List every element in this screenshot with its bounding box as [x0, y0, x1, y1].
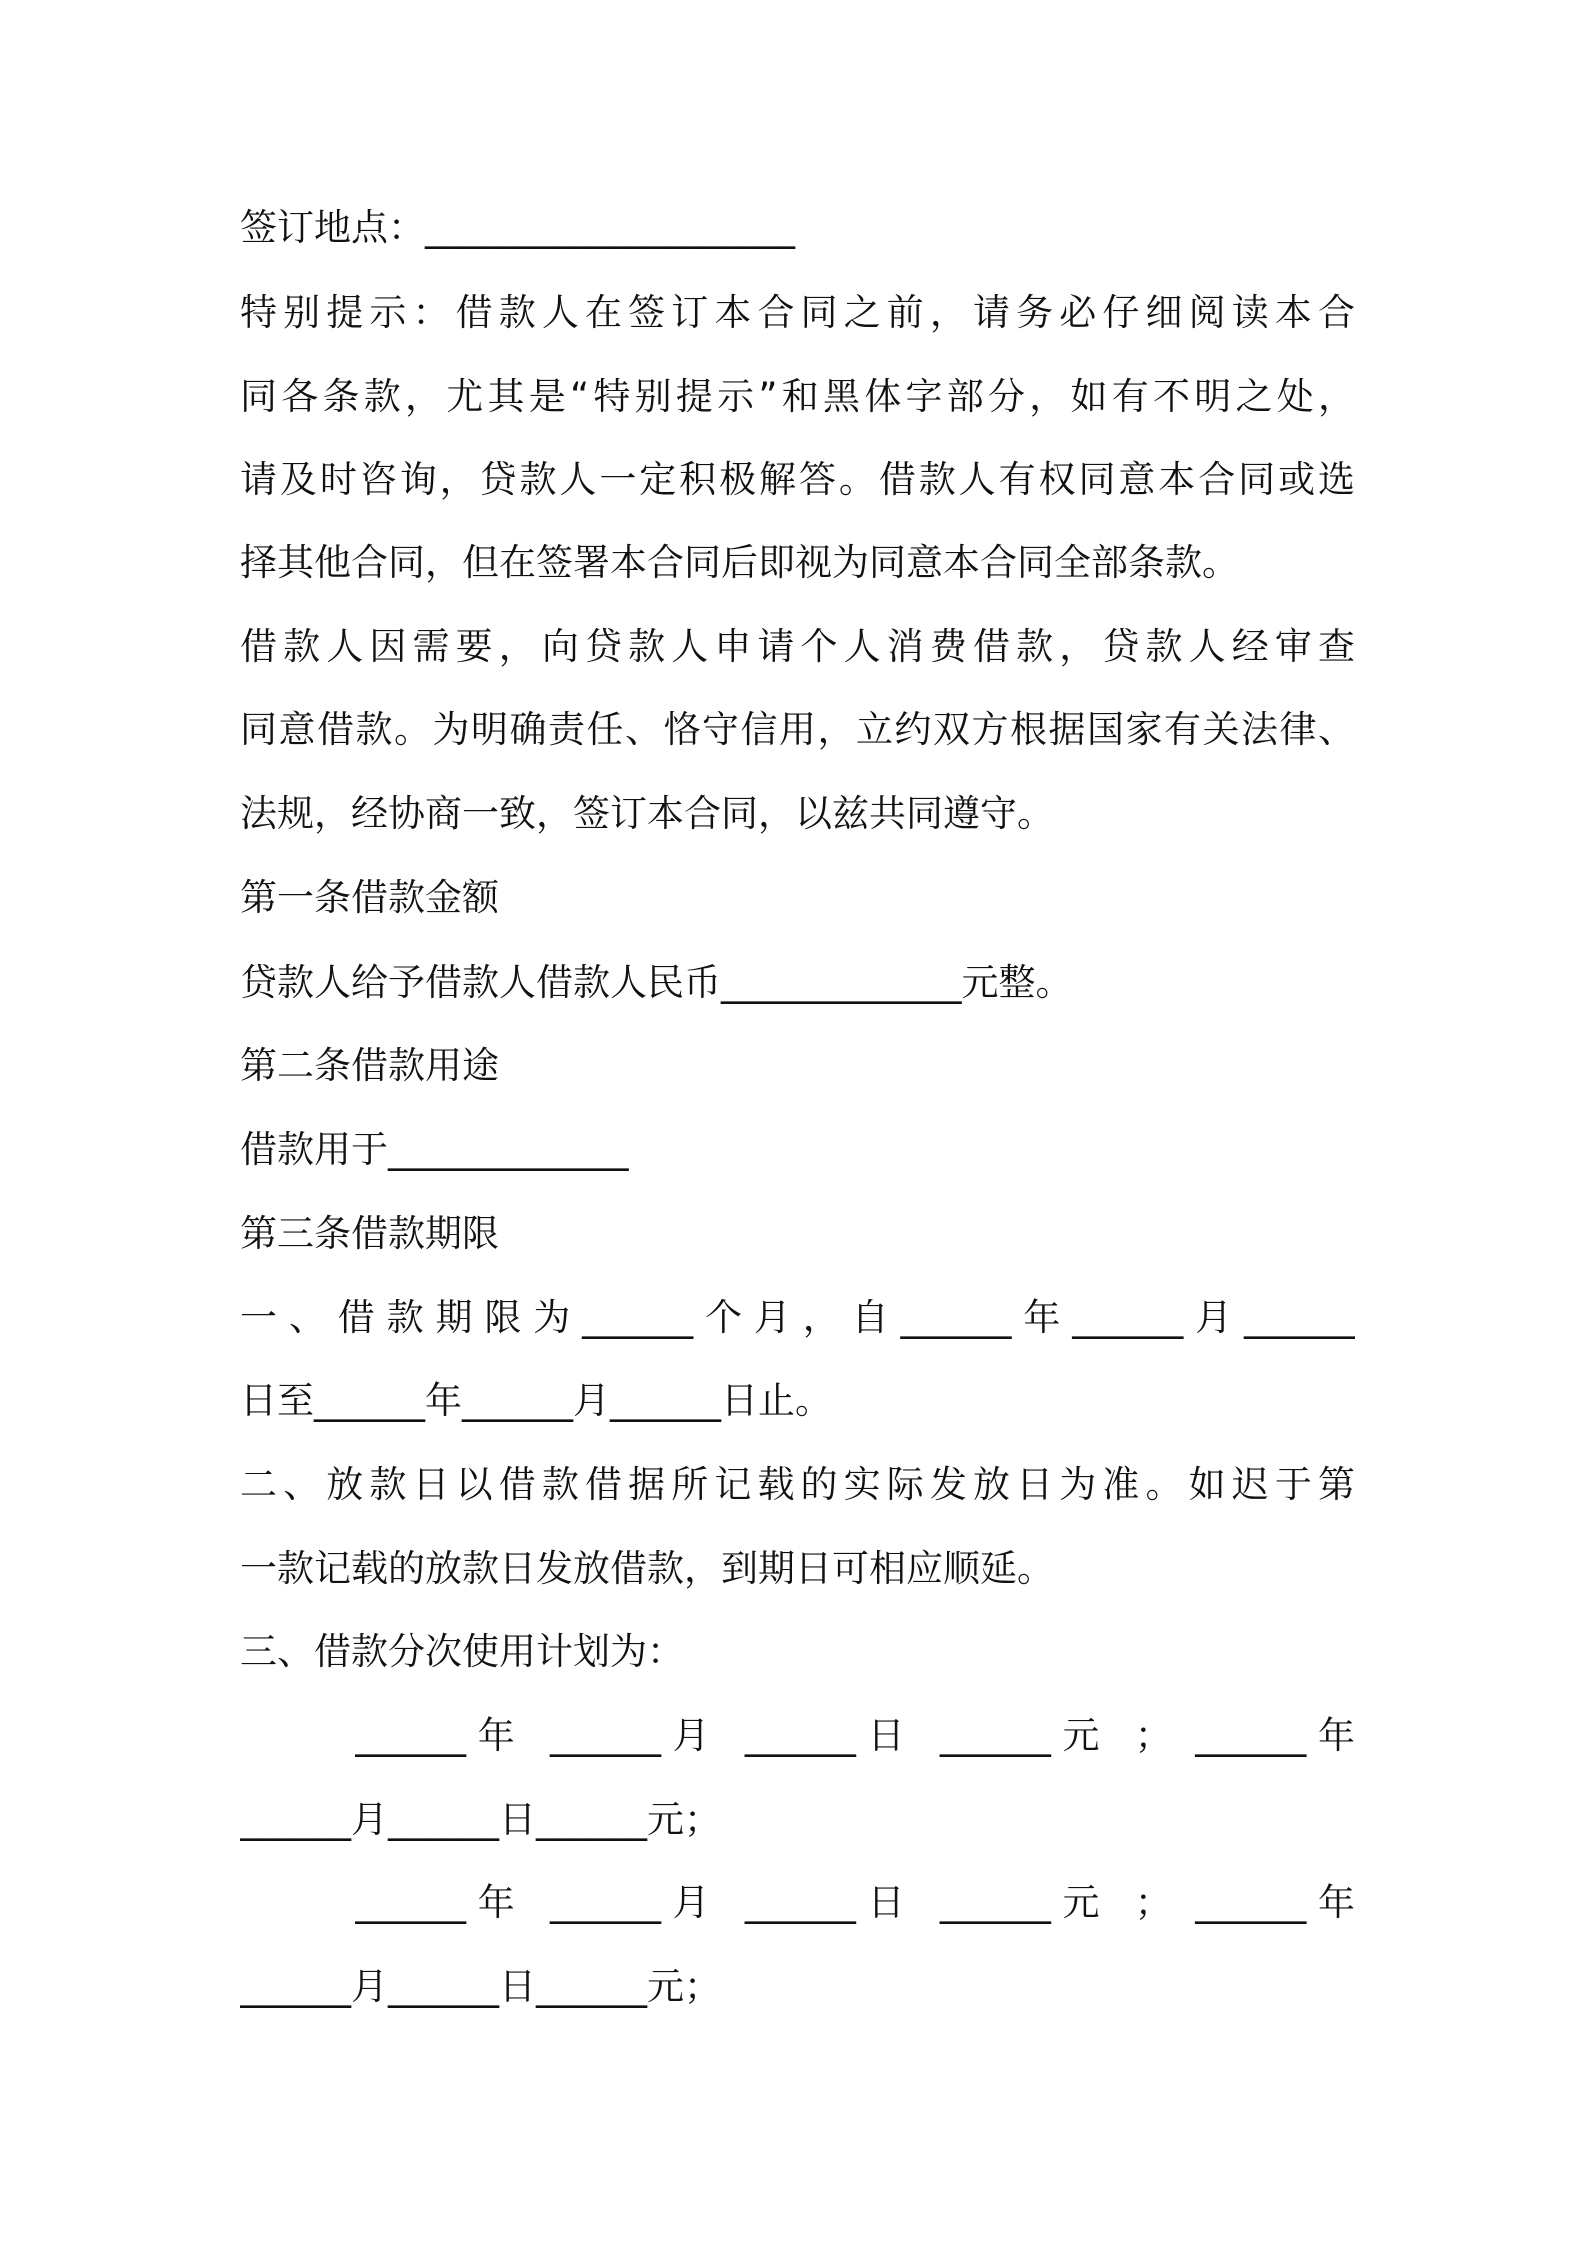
article-3-title: 第三条借款期限	[240, 1212, 499, 1255]
installment-plan-line-2: ______月______日______元；	[240, 1798, 721, 1841]
article-1-body: 贷款人给予借款人借款人民币_____________元整。	[240, 961, 1073, 1004]
article-2-body: 借款用于_____________	[240, 1128, 629, 1171]
preamble-line-2: 同意借款。为明确责任、恪守信用，立约双方根据国家有关法律、	[240, 708, 1355, 751]
special-notice-line-4: 择其他合同，但在签署本合同后即视为同意本合同全部条款。	[240, 541, 1239, 584]
preamble-line-3: 法规，经协商一致，签订本合同，以兹共同遵守。	[240, 792, 1054, 835]
special-notice-line-1: 特别提示：借款人在签订本合同之前，请务必仔细阅读本合	[240, 291, 1355, 334]
installment-plan-line-4: ______月______日______元；	[240, 1965, 721, 2008]
preamble-line-1: 借款人因需要，向贷款人申请个人消费借款，贷款人经审查	[240, 625, 1355, 668]
article-1-title: 第一条借款金额	[240, 876, 499, 919]
installment-plan-line-3: ______年 ______月 ______日 ______元 ； ______年	[355, 1881, 1355, 1924]
article-3-clause-2-line-1: 二、放款日以借款借据所记载的实际发放日为准。如迟于第	[240, 1463, 1355, 1506]
special-notice-line-3: 请及时咨询，贷款人一定积极解答。借款人有权同意本合同或选	[240, 458, 1355, 501]
article-2-title: 第二条借款用途	[240, 1044, 499, 1087]
special-notice-line-2: 同各条款，尤其是“特别提示”和黑体字部分，如有不明之处，	[240, 375, 1355, 418]
article-3-clause-1-line-1: 一、借款期限为______个月，自______年______月______	[240, 1296, 1355, 1339]
article-3-clause-3-title: 三、借款分次使用计划为：	[240, 1630, 684, 1673]
signing-place-line: 签订地点：____________________	[240, 206, 795, 249]
article-3-clause-1-line-2: 日至______年______月______日止。	[240, 1379, 832, 1422]
installment-plan-line-1: ______年 ______月 ______日 ______元 ； ______年	[355, 1714, 1355, 1757]
article-3-clause-2-line-2: 一款记载的放款日发放借款，到期日可相应顺延。	[240, 1547, 1054, 1590]
